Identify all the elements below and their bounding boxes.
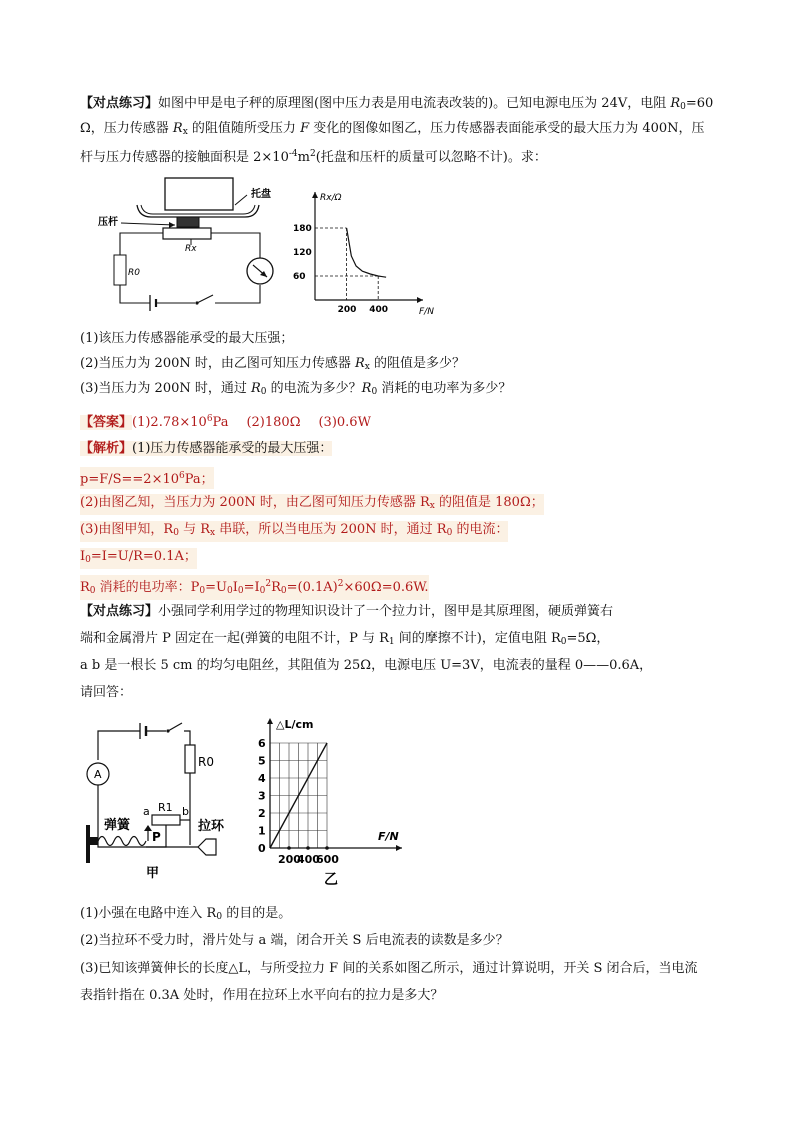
p2-question-2: (2)当拉环不受力时，滑片处与 a 端，闭合开关 S 后电流表的读数是多少？ [80, 933, 509, 948]
analysis-line-5: $I_0=I=U/R=0.1A$； [80, 548, 197, 569]
p2-line-1: 【对点练习】小强同学利用学过的物理知识设计了一个拉力计，图甲是其原理图，硬质弹簧右 [80, 604, 614, 619]
x-tick-dot [325, 846, 329, 850]
a-end-label: a [143, 805, 150, 818]
scale-circuit-diagram [95, 175, 285, 315]
tension-meter-circuit [78, 715, 253, 890]
r0-label-2: R0 [198, 755, 214, 769]
p-label: P [152, 830, 161, 844]
y-tick-label-2: 3 [258, 789, 266, 803]
y-tick-label: 120 [293, 248, 312, 258]
extension-force-plot [258, 718, 402, 866]
p2-question-3-line-2: 表指针指在 0.3A 处时，作用在拉环上水平向右的拉力是多大？ [80, 988, 444, 1003]
p1-question-3: (3)当压力为 200N 时，通过 $R_0$ 的电流为多少？$R_0$ 消耗的电功率为多少？ [80, 381, 512, 397]
press-rod [177, 217, 199, 227]
caption-jia: 甲 [146, 866, 160, 881]
y-axis-arrow [312, 192, 318, 198]
rx-force-plot [293, 192, 434, 317]
extension-force-chart [252, 712, 412, 892]
p2-line-2: 端和金属滑片 P 固定在一起(弹簧的电阻不计，P 与 $R_1$ 间的摩擦不计)，定值电阻 $R_0=5\Omega$， [80, 631, 610, 647]
p2-question-3-line-1: (3)已知该弹簧伸长的长度△L，与所受拉力 F 间的关系如图乙所示，通过计算说明，开关 S 闭合后，当电流 [80, 961, 698, 976]
pull-ring [198, 839, 216, 855]
y-tick-label-2: 5 [258, 754, 266, 768]
analysis-line-3: (2)由图乙知，当压力为 200N 时，由乙图可知压力传感器 $R_x$ 的阻值是 180Ω； [80, 494, 544, 515]
p2-line-3: a b 是一根长 5 cm 的均匀电阻丝，其阻值为 25Ω，电源电压 U=3V，电流表的量程 0——0.6A， [80, 658, 653, 673]
p2-line-4: 请回答： [80, 685, 133, 700]
rod-label: 压杆 [98, 217, 118, 228]
p2-question-1: (1)小强在电路中连入 $R_0$ 的目的是。 [80, 906, 292, 922]
x-tick-label: 400 [369, 305, 388, 315]
r1-label: R1 [158, 801, 173, 814]
p1-line-2: Ω，压力传感器 $R_x$ 的阻值随所受压力 F 变化的图像如图乙，压力传感器表面能承受的最大压力为 400N，压 [80, 121, 705, 137]
ammeter-label: A [94, 768, 102, 781]
y-axis-label: Rx/Ω [320, 193, 342, 203]
y-tick-label-2: 2 [258, 807, 266, 820]
p1-line-3: 杆与压力传感器的接触面积是 $2\times 10^{-4}m^2$(托盘和压杆的质量可以忽略不计)。求： [80, 149, 547, 165]
y-tick-label-2: 1 [258, 824, 266, 838]
y-tick-label-2: 4 [258, 772, 266, 785]
x-tick-label-2: 200 [278, 853, 301, 866]
spring [98, 837, 146, 846]
b-end-label: b [182, 805, 189, 818]
r0-label: R0 [128, 268, 140, 278]
pressure-sensor-rx [163, 228, 211, 239]
y-tick-label-2: 6 [258, 737, 266, 750]
spring-label: 弹簧 [104, 818, 131, 833]
rx-label: Rx [185, 244, 197, 254]
caption-yi: 乙 [324, 872, 338, 888]
analysis-line-4: (3)由图甲知，$R_0$ 与 $R_x$ 串联，所以当电压为 200N 时，通过 $R_0$ 的电流： [80, 521, 508, 542]
analysis-line-2: $p=F/S==2\times 10^6Pa$； [80, 467, 214, 489]
analysis-tag: 【解析】 [80, 441, 133, 456]
x-tick-label-2: 600 [316, 853, 339, 866]
p1-question-2: (2)当压力为 200N 时，由乙图可知压力传感器 $R_x$ 的阻值是多少？ [80, 356, 466, 372]
weight-block [165, 178, 233, 210]
y-axis-arrow-2 [267, 718, 273, 724]
y-tick-label: 180 [293, 224, 312, 234]
x-axis-arrow [417, 297, 423, 303]
exercise-tag-2: 【对点练习】 [80, 604, 159, 619]
answer-tag: 【答案】 [80, 415, 133, 430]
analysis-line-1: 【解析】(1)压力传感器能承受的最大压强： [80, 441, 333, 456]
exercise-tag: 【对点练习】 [80, 96, 159, 111]
x-axis-label-2: F/N [378, 830, 399, 843]
resistor-r0 [114, 255, 126, 285]
x-tick-label: 200 [337, 305, 357, 315]
p1-question-1: (1)该压力传感器能承受的最大压强； [80, 331, 294, 346]
analysis-line-6: $R_0$ 消耗的电功率：$P_0=U_0I_0=I_0^2R_0=(0.1A)^2\times 60\Omega=0.6W$. [80, 575, 429, 600]
y-tick-label: 60 [293, 272, 306, 282]
y-tick-label-2: 0 [258, 842, 266, 855]
rx-curve [347, 228, 387, 277]
x-axis-arrow-2 [396, 845, 402, 851]
p1-line-1: 【对点练习】如图中甲是电子秤的原理图(图中压力表是用电流表改装的)。已知电源电压为 24V，电阻 $R_0=60$ [80, 96, 714, 112]
x-tick-dot [306, 846, 310, 850]
y-axis-label-2: △L/cm [276, 718, 314, 731]
x-axis-label: F/N [419, 307, 434, 317]
tray-label: 托盘 [251, 189, 271, 200]
resistor-r1 [152, 815, 180, 825]
answer-line: 【答案】$(1)2.78\times 10^6Pa$ (2)180Ω (3)0.6W [80, 414, 371, 430]
resistor-r0-2 [185, 745, 195, 773]
x-tick-dot [287, 846, 291, 850]
ring-label: 拉环 [198, 819, 225, 834]
rx-force-chart [285, 188, 435, 320]
x-tick-label-2: 400 [297, 853, 320, 866]
